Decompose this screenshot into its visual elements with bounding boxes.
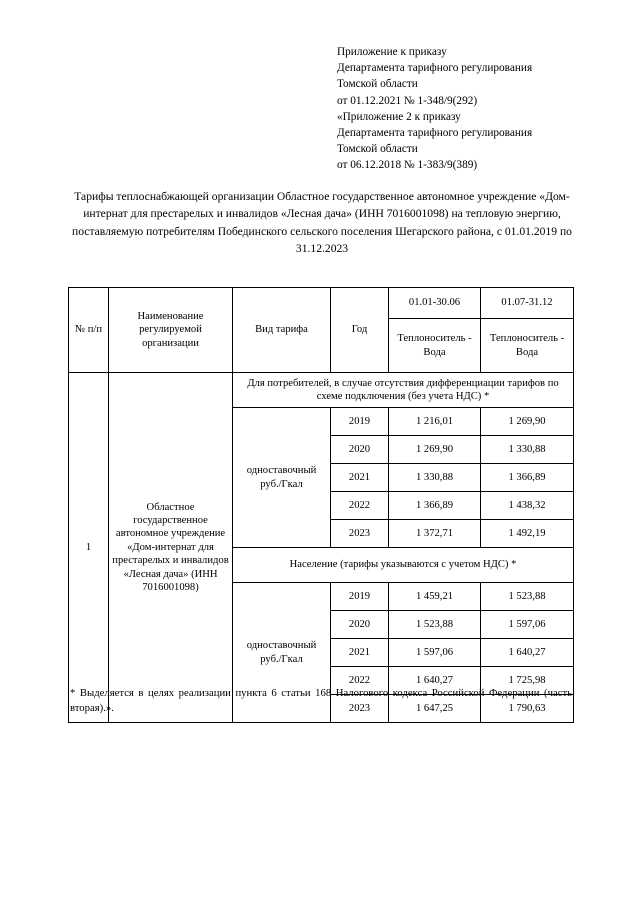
table-head bbox=[69, 288, 574, 373]
header-period-2: 01.07-31.12 bbox=[481, 288, 574, 319]
value-period-2: 1 438,32 bbox=[481, 492, 574, 520]
section-note-1: Для потребителей, в случае отсутствия дифференциации тарифов по схеме подключения (без учета НДС) * bbox=[233, 373, 574, 408]
footnote-text: * Выделяется в целях реализации пункта 6 статьи 168 Налогового кодекса Российской Федерации (часть вторая).». bbox=[70, 687, 572, 714]
value-period-2: 1 492,19 bbox=[481, 520, 574, 548]
row-number-cell bbox=[69, 373, 109, 723]
value-period-1: 1 640,27 bbox=[389, 667, 481, 695]
header-organization: Наименование регулируемой организации bbox=[109, 288, 233, 373]
organization-cell: Областное государственное автономное учреждение «Дом-интернат для престарелых и инвалидов «Лесная дача» (ИНН 7016001098) bbox=[109, 373, 233, 723]
value-period-2: 1 597,06 bbox=[481, 611, 574, 639]
value-period-1: 1 330,88 bbox=[389, 464, 481, 492]
year-cell: 2023 bbox=[331, 520, 389, 548]
header-period-1: 01.01-30.06 bbox=[389, 288, 481, 319]
year-cell: 2022 bbox=[331, 492, 389, 520]
year-cell: 2022 bbox=[331, 667, 389, 695]
header-carrier-1: Теплоноситель - Вода bbox=[389, 319, 481, 373]
tariff-type-cell-2: одноставочный руб./Гкал bbox=[233, 583, 331, 723]
year-cell: 2021 bbox=[331, 464, 389, 492]
value-period-1: 1 647,25 bbox=[389, 695, 481, 723]
header-line-3: Томской области bbox=[337, 78, 418, 91]
year-cell: 2020 bbox=[331, 611, 389, 639]
tariff-table bbox=[68, 287, 574, 723]
header-line-2: Департамента тарифного регулирования bbox=[337, 62, 533, 75]
year-cell: 2023 bbox=[331, 695, 389, 723]
value-period-2: 1 725,98 bbox=[481, 667, 574, 695]
document-title bbox=[72, 188, 572, 258]
year-cell: 2019 bbox=[331, 583, 389, 611]
value-period-1: 1 523,88 bbox=[389, 611, 481, 639]
table-header-row bbox=[69, 288, 574, 319]
header-line-4: от 01.12.2021 № 1-348/9(292) bbox=[337, 94, 478, 107]
year-cell: 2021 bbox=[331, 639, 389, 667]
header-tariff-type: Вид тарифа bbox=[233, 288, 331, 373]
value-period-1: 1 216,01 bbox=[389, 408, 481, 436]
tariff-type-cell-1: одноставочный руб./Гкал bbox=[233, 408, 331, 548]
header-num: № п/п bbox=[69, 288, 109, 373]
year-cell: 2020 bbox=[331, 436, 389, 464]
value-period-2: 1 790,63 bbox=[481, 695, 574, 723]
year-cell: 2019 bbox=[331, 408, 389, 436]
value-period-1: 1 459,21 bbox=[389, 583, 481, 611]
row-number: 1 bbox=[85, 541, 92, 553]
value-period-1: 1 597,06 bbox=[389, 639, 481, 667]
header-carrier-2: Теплоноситель - Вода bbox=[481, 319, 574, 373]
header-line-7: Томской области bbox=[337, 143, 418, 156]
table-body bbox=[69, 373, 574, 723]
value-period-2: 1 523,88 bbox=[481, 583, 574, 611]
header-line-1: Приложение к приказу bbox=[337, 46, 447, 58]
tariff-table-container bbox=[68, 287, 573, 723]
header-line-6: Департамента тарифного регулирования bbox=[337, 127, 533, 140]
value-period-2: 1 366,89 bbox=[481, 464, 574, 492]
value-period-2: 1 330,88 bbox=[481, 436, 574, 464]
header-line-8: от 06.12.2018 № 1-383/9(389) bbox=[337, 159, 478, 172]
header-year: Год bbox=[331, 288, 389, 373]
value-period-1: 1 372,71 bbox=[389, 520, 481, 548]
table-row bbox=[69, 373, 574, 408]
value-period-1: 1 269,90 bbox=[389, 436, 481, 464]
value-period-2: 1 269,90 bbox=[481, 408, 574, 436]
page-title: Тарифы теплоснабжающей организации Областное государственное автономное учреждение «Дом-интернат для престарелых и инвалидов «Лесная дача» (ИНН 7016001098) на тепловую энергию, поставляемую потребителям Побединского сельского поселения Шегарского района, с 01.01.2019 по 31.12.2023 bbox=[72, 190, 572, 256]
value-period-1: 1 366,89 bbox=[389, 492, 481, 520]
section-note-2: Население (тарифы указываются с учетом НДС) * bbox=[233, 548, 574, 583]
header-line-5: «Приложение 2 к приказу bbox=[337, 110, 461, 123]
value-period-2: 1 640,27 bbox=[481, 639, 574, 667]
footnote-block bbox=[70, 686, 572, 715]
document-header-block bbox=[337, 44, 617, 174]
